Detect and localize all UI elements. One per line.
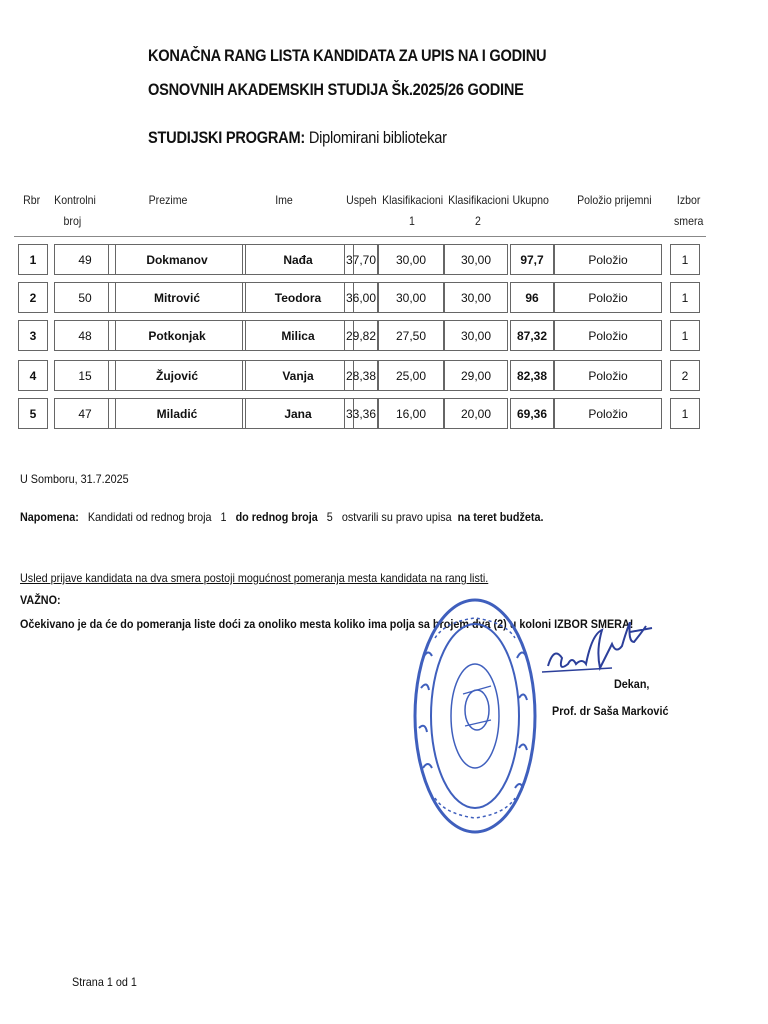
cell-klasifikacioni-1: 30,00 <box>378 282 444 313</box>
cell-izbor: 1 <box>670 244 700 275</box>
dean-signature <box>540 622 670 692</box>
cell-prezime: Potkonjak <box>108 320 246 351</box>
cell-kontrolni: 47 <box>54 398 116 429</box>
cell-prezime: Mitrović <box>108 282 246 313</box>
cell-uspeh: 37,70 <box>344 244 378 275</box>
cell-kontrolni: 15 <box>54 360 116 391</box>
cell-polozio: Položio <box>554 398 662 429</box>
cell-ime: Teodora <box>242 282 354 313</box>
col-rbr: Rbr <box>23 193 41 207</box>
cell-klasifikacioni-2: 30,00 <box>444 282 508 313</box>
cell-klasifikacioni-1: 27,50 <box>378 320 444 351</box>
cell-ukupno: 69,36 <box>510 398 554 429</box>
col-prezime: Prezime <box>148 193 188 207</box>
col-polozio-prijemni: Položio prijemni <box>577 193 652 207</box>
cell-uspeh: 28,38 <box>344 360 378 391</box>
cell-rbr: 2 <box>18 282 48 313</box>
cell-polozio: Položio <box>554 360 662 391</box>
note-label: Napomena: <box>20 510 79 524</box>
table-row <box>14 282 706 315</box>
col-uspeh: Uspeh <box>346 193 377 207</box>
signatory-role: Dekan, <box>614 677 650 691</box>
cell-klasifikacioni-2: 30,00 <box>444 244 508 275</box>
col-kontrolni: Kontrolni broj <box>54 193 96 228</box>
signatory-name: Prof. dr Saša Marković <box>552 704 669 718</box>
note: Napomena: Kandidati od rednog broja 1 do rednog broja 5 ostvarili su pravo upisa na teret budžeta. <box>20 510 544 524</box>
cell-prezime: Žujović <box>108 360 246 391</box>
header-divider <box>14 236 706 237</box>
cell-polozio: Položio <box>554 282 662 313</box>
page-number: Strana 1 od 1 <box>72 975 137 989</box>
cell-izbor: 1 <box>670 282 700 313</box>
cell-polozio: Položio <box>554 320 662 351</box>
cell-klasifikacioni-1: 16,00 <box>378 398 444 429</box>
cell-izbor: 1 <box>670 398 700 429</box>
study-program-value: Diplomirani bibliotekar <box>308 128 447 147</box>
cell-ukupno: 96 <box>510 282 554 313</box>
cell-ukupno: 82,38 <box>510 360 554 391</box>
col-klasifikacioni-2: Klasifikacioni 2 <box>448 193 510 228</box>
document-title-line-2: OSNOVNIH AKADEMSKIH STUDIJA Šk.2025/26 GODINE <box>148 80 524 99</box>
cell-klasifikacioni-1: 30,00 <box>378 244 444 275</box>
cell-ime: Nađa <box>242 244 354 275</box>
cell-polozio: Položio <box>554 244 662 275</box>
cell-ime: Vanja <box>242 360 354 391</box>
cell-uspeh: 29,82 <box>344 320 378 351</box>
cell-rbr: 3 <box>18 320 48 351</box>
important-label: VAŽNO: <box>20 593 61 607</box>
cell-izbor: 1 <box>670 320 700 351</box>
official-stamp <box>405 598 545 843</box>
table-row <box>14 320 706 353</box>
cell-kontrolni: 50 <box>54 282 116 313</box>
cell-rbr: 1 <box>18 244 48 275</box>
cell-klasifikacioni-1: 25,00 <box>378 360 444 391</box>
cell-klasifikacioni-2: 29,00 <box>444 360 508 391</box>
cell-ime: Milica <box>242 320 354 351</box>
cell-ukupno: 87,32 <box>510 320 554 351</box>
document-title-line-1: KONAČNA RANG LISTA KANDIDATA ZA UPIS NA I GODINU <box>148 46 547 65</box>
table-row <box>14 398 706 431</box>
study-program <box>148 128 630 148</box>
cell-klasifikacioni-2: 30,00 <box>444 320 508 351</box>
col-ime: Ime <box>275 193 293 207</box>
cell-izbor: 2 <box>670 360 700 391</box>
cell-rbr: 5 <box>18 398 48 429</box>
cell-ukupno: 97,7 <box>510 244 554 275</box>
col-izbor-smera: Izbor smera <box>674 193 704 228</box>
cell-kontrolni: 49 <box>54 244 116 275</box>
cell-ime: Jana <box>242 398 354 429</box>
cell-rbr: 4 <box>18 360 48 391</box>
cell-prezime: Miladić <box>108 398 246 429</box>
table-row <box>14 244 706 277</box>
shift-notice: Usled prijave kandidata na dva smera postoji mogućnost pomeranja mesta kandidata na rang listi. <box>20 571 489 585</box>
cell-klasifikacioni-2: 20,00 <box>444 398 508 429</box>
important-text: Očekivano je da će do pomeranja liste doći za onoliko mesta koliko ima polja sa brojem dva (2) u koloni IZBOR SMERA! <box>20 617 634 631</box>
cell-kontrolni: 48 <box>54 320 116 351</box>
cell-uspeh: 33,36 <box>344 398 378 429</box>
col-klasifikacioni-1: Klasifikacioni 1 <box>382 193 444 228</box>
cell-uspeh: 36,00 <box>344 282 378 313</box>
table-row <box>14 360 706 393</box>
col-ukupno: Ukupno <box>512 193 549 207</box>
study-program-label: STUDIJSKI PROGRAM: <box>148 128 306 147</box>
place-date: U Somboru, 31.7.2025 <box>20 472 129 486</box>
cell-prezime: Dokmanov <box>108 244 246 275</box>
